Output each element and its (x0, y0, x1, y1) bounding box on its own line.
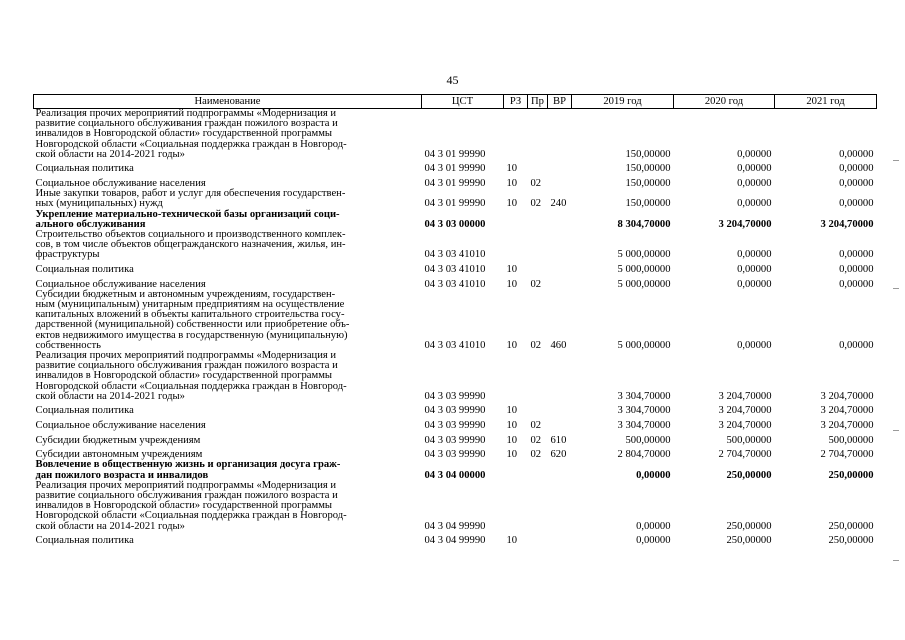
cell-pr: 02 (530, 339, 542, 351)
cell-pr: 02 (530, 449, 542, 461)
cell-name (34, 481, 422, 532)
cell-name (34, 210, 422, 230)
cell-name-line: ской области на 2014-2021 годы» (35, 520, 185, 532)
cell-2019: 8 304,70000 (617, 218, 671, 230)
cell-2021: 500,00000 (828, 434, 874, 446)
cell-name-line: сов, в том числе объектов общегражданского назначения, жилья, ин- (35, 239, 346, 251)
cell-name-line: Иные закупки товаров, работ и услуг для обеспечения государствен- (35, 188, 346, 200)
header-2019: 2019 год (572, 95, 674, 109)
table-row (34, 189, 877, 209)
cell-rz: 10 (506, 278, 518, 290)
header-vr: ВР (548, 95, 572, 109)
cell-2019: 0,00000 (636, 520, 671, 532)
cell-2020: 2 704,70000 (718, 449, 772, 461)
cell-name (34, 402, 422, 417)
cell-pr (528, 210, 548, 230)
cell-cst: 04 3 03 99990 (424, 420, 486, 432)
cell-2019: 3 304,70000 (617, 390, 671, 402)
table-row (34, 290, 877, 351)
cell-vr (548, 532, 572, 547)
cell-name-line: ным (муниципальным) унитарным предприятиям на осуществление (35, 299, 345, 311)
margin-mark (893, 430, 899, 431)
cell-2019: 0,00000 (636, 535, 671, 547)
table-row (34, 446, 877, 461)
cell-rz: 10 (506, 434, 518, 446)
cell-name (34, 351, 422, 402)
cell-cst: 04 3 03 99990 (424, 405, 486, 417)
cell-rz: 10 (506, 264, 518, 276)
cell-2021: 2 704,70000 (820, 449, 874, 461)
table-row (34, 275, 877, 290)
cell-name-line: Социальная политика (35, 405, 134, 417)
header-cst: ЦСТ (422, 95, 504, 109)
cell-rz: 10 (506, 339, 518, 351)
cell-2021: 3 204,70000 (820, 405, 874, 417)
cell-vr (548, 351, 572, 402)
cell-name (34, 460, 422, 480)
table-row (34, 175, 877, 190)
cell-name-line: инвалидов в Новгородской области» государственной программы (35, 370, 333, 382)
cell-2019: 150,00000 (625, 178, 671, 189)
cell-2021: 250,00000 (828, 469, 874, 481)
cell-2021: 0,00000 (839, 249, 874, 261)
cell-name-line: дарственной (муниципальной) собственности или приобретение объ- (35, 319, 350, 331)
cell-vr (548, 230, 572, 261)
cell-rz: 10 (506, 535, 518, 547)
cell-2021: 250,00000 (828, 520, 874, 532)
cell-cst: 04 3 01 99990 (424, 198, 486, 210)
cell-name-line: Социальная политика (35, 264, 134, 276)
cell-2021: 0,00000 (839, 278, 874, 290)
cell-pr: 02 (530, 198, 542, 210)
cell-name (34, 160, 422, 175)
cell-rz: 10 (506, 420, 518, 432)
cell-vr (548, 210, 572, 230)
cell-name (34, 446, 422, 461)
cell-vr (548, 417, 572, 432)
cell-name-line: Реализация прочих мероприятий подпрограммы «Модернизация и (35, 479, 337, 491)
cell-name (34, 230, 422, 261)
cell-cst: 04 3 01 99990 (424, 148, 486, 160)
cell-name-line: развитие социального обслуживания граждан пожилого возраста и (35, 490, 338, 502)
cell-cst: 04 3 03 41010 (424, 339, 486, 351)
cell-cst: 04 3 03 41010 (424, 264, 486, 276)
cell-name (34, 189, 422, 209)
cell-2020: 0,00000 (737, 278, 772, 290)
cell-name-line: Реализация прочих мероприятий подпрограммы «Модернизация и (35, 350, 337, 362)
cell-name-line: Укрепление материально-технической базы организаций соци- (35, 208, 340, 220)
cell-name-line: Субсидии автономным учреждениям (35, 449, 203, 461)
table-header-row (34, 95, 877, 109)
cell-2019: 5 000,00000 (617, 264, 671, 276)
cell-name-line: собственность (35, 339, 101, 351)
cell-name-line: Социальное обслуживание населения (35, 420, 206, 432)
cell-2019: 500,00000 (625, 434, 671, 446)
cell-name-line: Социальное обслуживание населения (35, 278, 206, 290)
cell-name-line: инвалидов в Новгородской области» государственной программы (35, 500, 333, 512)
margin-mark (893, 288, 899, 289)
cell-rz: 10 (506, 198, 518, 210)
cell-2020: 500,00000 (726, 434, 772, 446)
cell-cst: 04 3 03 99990 (424, 449, 486, 461)
cell-2019: 150,00000 (625, 163, 671, 175)
cell-2019: 5 000,00000 (617, 278, 671, 290)
cell-name-line: Новгородской области «Социальная поддержка граждан в Новгород- (35, 138, 347, 150)
table-row (34, 109, 877, 161)
cell-2019: 150,00000 (625, 198, 671, 210)
cell-name-line: ных (муниципальных) нужд (35, 198, 163, 210)
cell-vr (548, 460, 572, 480)
cell-rz (504, 109, 528, 161)
cell-name-line: дан пожилого возраста и инвалидов (35, 469, 209, 481)
cell-pr (528, 532, 548, 547)
cell-2019: 3 304,70000 (617, 420, 671, 432)
table-row (34, 481, 877, 532)
header-pr: Пр (528, 95, 548, 109)
cell-pr (528, 261, 548, 276)
cell-2021: 3 204,70000 (820, 420, 874, 432)
cell-2021: 250,00000 (828, 535, 874, 547)
cell-pr: 02 (530, 278, 542, 290)
cell-2019: 5 000,00000 (617, 249, 671, 261)
cell-name-line: развитие социального обслуживания граждан пожилого возраста и (35, 118, 338, 130)
cell-rz (504, 460, 528, 480)
cell-rz: 10 (506, 449, 518, 461)
cell-2020: 0,00000 (737, 163, 772, 175)
cell-2020: 3 204,70000 (718, 420, 772, 432)
cell-pr (528, 460, 548, 480)
cell-2020: 3 204,70000 (718, 218, 772, 230)
cell-name-line: Новгородской области «Социальная поддержка граждан в Новгород- (35, 510, 347, 522)
cell-pr (528, 402, 548, 417)
cell-vr (548, 175, 572, 190)
cell-2019: 150,00000 (625, 148, 671, 160)
cell-name-line: ального обслуживания (35, 218, 146, 230)
cell-name-line: Вовлечение в общественную жизнь и организация досуга граж- (35, 459, 341, 471)
cell-cst: 04 3 03 00000 (424, 218, 486, 230)
page-number: 45 (446, 73, 459, 87)
cell-2020: 0,00000 (737, 148, 772, 160)
table-row (34, 351, 877, 402)
cell-2020: 0,00000 (737, 198, 772, 210)
cell-name (34, 275, 422, 290)
header-2020: 2020 год (674, 95, 775, 109)
table-row (34, 431, 877, 446)
cell-name-line: развитие социального обслуживания граждан пожилого возраста и (35, 360, 338, 372)
cell-2020: 3 204,70000 (718, 390, 772, 402)
cell-vr (548, 160, 572, 175)
cell-name (34, 431, 422, 446)
cell-name-line: Реализация прочих мероприятий подпрограммы «Модернизация и (35, 108, 337, 119)
header-rz: РЗ (504, 95, 528, 109)
cell-name (34, 417, 422, 432)
cell-pr: 02 (530, 178, 542, 189)
cell-vr (548, 481, 572, 532)
cell-2020: 0,00000 (737, 249, 772, 261)
cell-cst: 04 3 03 99990 (424, 390, 486, 402)
cell-pr (528, 230, 548, 261)
header-name: Наименование (34, 95, 422, 109)
cell-2020: 250,00000 (726, 469, 772, 481)
table-row (34, 460, 877, 480)
cell-cst: 04 3 01 99990 (424, 163, 486, 175)
margin-mark (893, 160, 899, 161)
cell-2021: 0,00000 (839, 264, 874, 276)
cell-pr (528, 351, 548, 402)
table-row (34, 230, 877, 261)
cell-name (34, 109, 422, 161)
cell-name (34, 290, 422, 351)
cell-2021: 0,00000 (839, 339, 874, 351)
table-row (34, 160, 877, 175)
cell-name-line: ской области на 2014-2021 годы» (35, 390, 185, 402)
cell-rz (504, 210, 528, 230)
cell-name-line: Социальная политика (35, 163, 134, 175)
table-body (34, 109, 877, 547)
table-row (34, 402, 877, 417)
margin-mark (893, 560, 899, 561)
budget-table (33, 94, 877, 546)
cell-vr: 620 (550, 449, 567, 461)
cell-cst: 04 3 04 99990 (424, 520, 486, 532)
cell-name-line: ской области на 2014-2021 годы» (35, 148, 185, 160)
cell-2019: 0,00000 (636, 469, 671, 481)
cell-2020: 0,00000 (737, 264, 772, 276)
header-2021: 2021 год (775, 95, 877, 109)
cell-rz: 10 (506, 405, 518, 417)
cell-2019: 3 304,70000 (617, 405, 671, 417)
cell-2019: 2 804,70000 (617, 449, 671, 461)
cell-name-line: Социальное обслуживание населения (35, 178, 206, 189)
cell-2020: 0,00000 (737, 178, 772, 189)
cell-rz (504, 481, 528, 532)
cell-2020: 250,00000 (726, 520, 772, 532)
cell-name-line: Новгородской области «Социальная поддержка граждан в Новгород- (35, 380, 347, 392)
cell-name (34, 532, 422, 547)
cell-vr (548, 275, 572, 290)
cell-rz (504, 230, 528, 261)
cell-cst: 04 3 04 99990 (424, 535, 486, 547)
cell-vr (548, 402, 572, 417)
cell-vr: 610 (550, 434, 567, 446)
cell-name (34, 261, 422, 276)
cell-2021: 0,00000 (839, 178, 874, 189)
table-row (34, 210, 877, 230)
cell-2019: 5 000,00000 (617, 339, 671, 351)
cell-cst: 04 3 03 41010 (424, 278, 486, 290)
cell-2020: 250,00000 (726, 535, 772, 547)
cell-rz: 10 (506, 178, 518, 189)
cell-vr: 460 (550, 339, 567, 351)
cell-2020: 0,00000 (737, 339, 772, 351)
cell-pr (528, 481, 548, 532)
table-row (34, 532, 877, 547)
cell-rz: 10 (506, 163, 518, 175)
cell-cst: 04 3 04 00000 (424, 469, 486, 481)
cell-cst: 04 3 01 99990 (424, 178, 486, 189)
cell-name-line: ектов недвижимого имущества в государственную (муниципальную) (35, 329, 348, 341)
cell-name (34, 175, 422, 190)
cell-name-line: капитальных вложений в объекты капитального строительства госу- (35, 309, 345, 321)
cell-vr: 240 (550, 198, 567, 210)
cell-2021: 0,00000 (839, 163, 874, 175)
cell-2020: 3 204,70000 (718, 405, 772, 417)
table-row (34, 417, 877, 432)
cell-name-line: Субсидии бюджетным учреждениям (35, 434, 201, 446)
cell-pr: 02 (530, 420, 542, 432)
cell-name-line: инвалидов в Новгородской области» государственной программы (35, 128, 333, 140)
cell-name-line: Строительство объектов социального и производственного комплек- (35, 229, 346, 241)
cell-2021: 0,00000 (839, 148, 874, 160)
cell-vr (548, 109, 572, 161)
cell-2021: 3 204,70000 (820, 218, 874, 230)
cell-pr (528, 160, 548, 175)
cell-name-line: Социальная политика (35, 535, 134, 547)
cell-rz (504, 351, 528, 402)
cell-cst: 04 3 03 41010 (424, 249, 486, 261)
cell-vr (548, 261, 572, 276)
cell-pr (528, 109, 548, 161)
cell-cst: 04 3 03 99990 (424, 434, 486, 446)
cell-name-line: фраструктуры (35, 249, 100, 261)
cell-2021: 3 204,70000 (820, 390, 874, 402)
cell-name-line: Субсидии бюджетным и автономным учреждениям, государствен- (35, 288, 336, 300)
cell-pr: 02 (530, 434, 542, 446)
cell-2021: 0,00000 (839, 198, 874, 210)
table-row (34, 261, 877, 276)
